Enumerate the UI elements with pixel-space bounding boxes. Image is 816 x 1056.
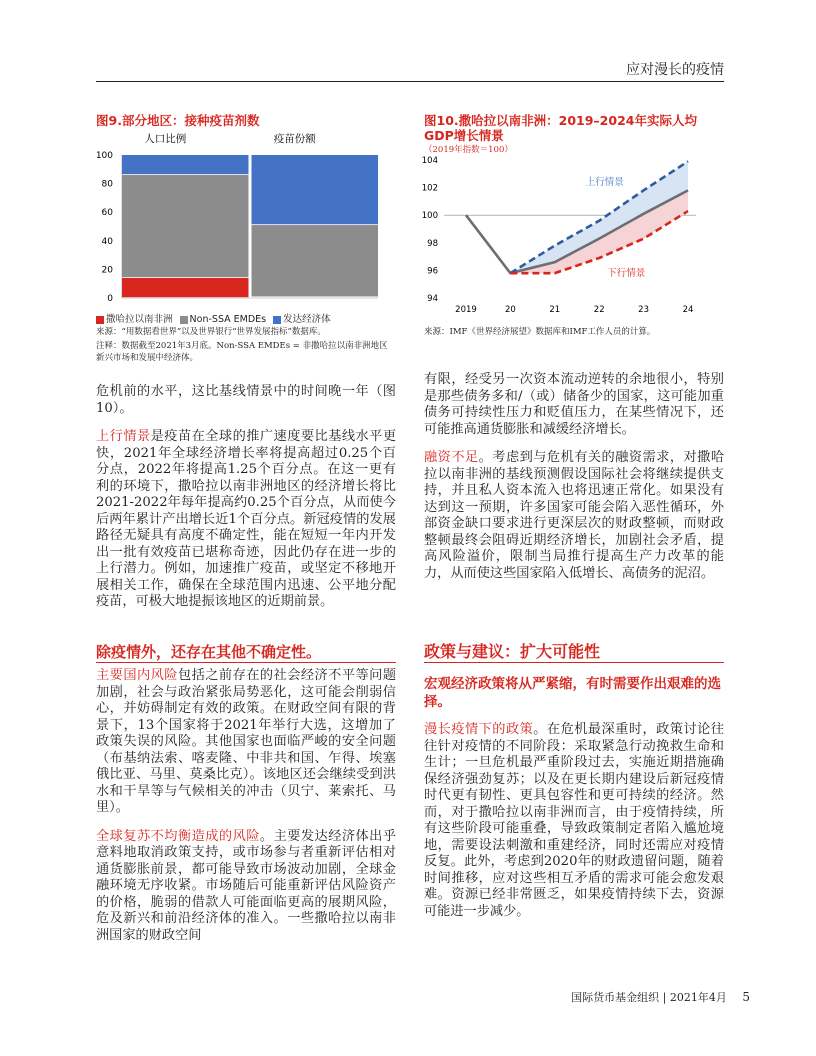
y-tick-label: 98 xyxy=(427,238,438,249)
left-paragraph-4: 全球复苏不均衡造成的风险。主要发达经济体出乎意料地取消政策支持，或市场参与者重新评估相对通货膨胀前景，都可能导致市场波动加剧，全球金融环境无序收紧。市场随后可能重新评估风险资产的价格，脆弱的借款人可能面临更高的展期风险，危及新兴和前沿经济体的准入。一些撒哈拉以南非洲国家的财政空间 xyxy=(96,828,397,943)
figure9-legend xyxy=(96,311,331,325)
x-tick-label: 23 xyxy=(638,305,650,315)
footer-publisher: 国际货币基金组织 | 2021年4月 xyxy=(571,991,727,1004)
upside-lead: 上行情景 xyxy=(96,429,151,444)
figure10-title: 图10.撒哈拉以南非洲：2019–2024年实际人均GDP增长情景 xyxy=(424,113,697,143)
page-number: 5 xyxy=(742,990,750,1004)
x-tick-label: 21 xyxy=(549,305,561,315)
figure10-chart xyxy=(420,150,720,320)
footer xyxy=(571,989,750,1005)
figure10-subtitle: （2019年指数＝100） xyxy=(424,145,513,155)
x-tick-label: 24 xyxy=(682,305,694,315)
figure10-source: 来源：IMF《世界经济展望》数据库和IMF工作人员的计算。 xyxy=(424,327,656,337)
figure9-chart xyxy=(96,128,396,308)
right-paragraph-1: 有限，经受另一次资本流动逆转的余地很小，特别是那些债务多和/（或）储备少的国家，这可能加重债务可持续性压力和贬值压力，在某些情况下，还可能推高通货膨胀和减缓经济增长。 xyxy=(424,372,724,437)
y-tick-label: 94 xyxy=(427,294,438,304)
y-tick-label: 96 xyxy=(427,266,438,277)
figure9-source: 来源：“用数据看世界”以及世界银行“世界发展指标”数据库。 xyxy=(96,327,326,337)
upside-label: 上行情景 xyxy=(585,176,624,188)
global-risk-lead: 全球复苏不均衡造成的风险 xyxy=(96,828,260,844)
left-paragraph-1: 危机前的水平，这比基线情景中的时间晚一年（图10）。 xyxy=(96,384,396,416)
column-label: 人口比例 xyxy=(144,133,187,145)
right-column xyxy=(424,372,724,594)
right-column-lower xyxy=(424,722,724,932)
y-tick-label: 0 xyxy=(107,294,113,304)
right-paragraph-2: 融资不足。考虑到与危机有关的融资需求，对撒哈拉以南非洲的基线预测假设国际社会将继续提供支持，并且私人资本流入也将迅速正常化。如果没有达到这一预期，许多国家可能会陷入恶性循环，外部资金缺口要求进行更深层次的财政整顿，而财政整顿最终会阻碍近期经济增长，加剧社会矛盾，提高风险溢价，限制当局推行提高生产力改革的能力，从而使这些国家陷入低增长、高债务的泥沼。 xyxy=(424,450,725,581)
right-paragraph-3: 漫长疫情下的政策。在危机最深重时，政策讨论往往针对疫情的不同阶段：采取紧急行动挽救生命和生计；一旦危机最严重阶段过去，实施近期措施确保经济强劲复苏；以及在更长期内建设后新冠疫情时代更有韧性、更具包容性和更可持续的经济。然而，对于撒哈拉以南非洲而言，由于疫情持续，所有这些阶段可能重叠，导致政策制定者陷入尴尬境地，需要设法刺激和重建经济，同时还需应对疫情反复。此外，考虑到2020年的财政遗留问题，随着时间推移，应对这些相互矛盾的需求可能会愈发艰难。资源已经非常匮乏，如果疫情持续下去，资源可能进一步减少。 xyxy=(424,722,725,919)
y-tick-label: 102 xyxy=(421,183,438,194)
right-section-rule xyxy=(424,662,724,663)
header-rule xyxy=(96,81,724,82)
domestic-risk-lead: 主要国内风险 xyxy=(96,668,178,683)
legend-label-non-ssa: Non-SSA EMDEs xyxy=(189,314,267,325)
legend-swatch-non-ssa xyxy=(180,316,188,324)
legend-label-advanced: 发达经济体 xyxy=(283,314,331,325)
bar-segment xyxy=(252,155,379,224)
financing-lead: 融资不足 xyxy=(424,450,479,465)
bar-segment xyxy=(122,278,249,297)
y-tick-label: 80 xyxy=(101,179,113,190)
x-tick-label: 20 xyxy=(504,305,516,315)
running-header: 应对漫长的疫情 xyxy=(626,62,724,78)
legend-swatch-advanced xyxy=(273,316,281,324)
figure9-title: 图9.部分地区：接种疫苗剂数 xyxy=(96,113,260,128)
legend-label-ssa: 撒哈拉以南非洲 xyxy=(106,314,173,325)
left-section-rule xyxy=(96,662,396,663)
column-label: 疫苗份额 xyxy=(273,133,316,145)
y-tick-label: 104 xyxy=(421,156,438,166)
y-tick-label: 20 xyxy=(101,265,113,276)
policy-lead: 漫长疫情下的政策 xyxy=(424,722,534,737)
figure9-note: 注释：数据截至2021年3月底。Non-SSA EMDEs = 非撒哈拉以南非洲地区新兴市场和发展中经济体。 xyxy=(96,341,388,363)
left-section-heading: 除疫情外，还存在其他不确定性。 xyxy=(96,643,322,661)
left-column-lower xyxy=(96,668,396,956)
y-tick-label: 60 xyxy=(101,208,113,219)
left-paragraph-3: 主要国内风险包括之前存在的社会经济不平等问题加剧，社会与政治紧张局势恶化，这可能会削弱信心，并妨碍制定有效的政策。在财政空间有限的背景下，13个国家将于2021年举行大选，这增加了政策失误的风险。其他国家也面临严峻的安全问题（布基纳法索、喀麦隆、中非共和国、乍得、埃塞俄比亚、马里、莫桑比克）。该地区还会继续受到洪水和干旱等与气候相关的冲击（贝宁、莱索托、马里）。 xyxy=(96,668,397,815)
bar-segment xyxy=(122,155,249,174)
y-tick-label: 40 xyxy=(101,236,113,247)
left-column xyxy=(96,384,396,623)
x-tick-label: 2019 xyxy=(455,305,477,315)
right-sub-heading: 宏观经济政策将从严紧缩，有时需要作出艰难的选择。 xyxy=(424,676,721,710)
downside-label: 下行情景 xyxy=(607,267,646,279)
y-tick-label: 100 xyxy=(96,151,113,161)
x-tick-label: 22 xyxy=(593,305,605,315)
y-tick-label: 100 xyxy=(421,211,438,222)
bar-segment xyxy=(122,175,249,277)
bar-segment xyxy=(252,225,379,296)
right-section-heading: 政策与建议：扩大可能性 xyxy=(424,642,601,661)
legend-swatch-ssa xyxy=(96,316,104,324)
left-paragraph-2: 上行情景是疫苗在全球的推广速度要比基线水平更快，2021年全球经济增长率将提高超过0.25个百分点，2022年将提高1.25个百分点。在这一更有利的环境下，撒哈拉以南非洲地区的经济增长将比2021-2022年每年提高约0.25个百分点，从而使今后两年累计产出增长近1个百分点。新冠疫情的发展路径无疑具有高度不确定性，能在短短一年内开发出一批有效疫苗已堪称奇迹，因此仍存在进一步的上行潜力。例如，加速推广疫苗，或坚定不移地开展相关工作，确保在全球范围内迅速、公平地分配疫苗，可极大地提振该地区的近期前景。 xyxy=(96,429,397,609)
